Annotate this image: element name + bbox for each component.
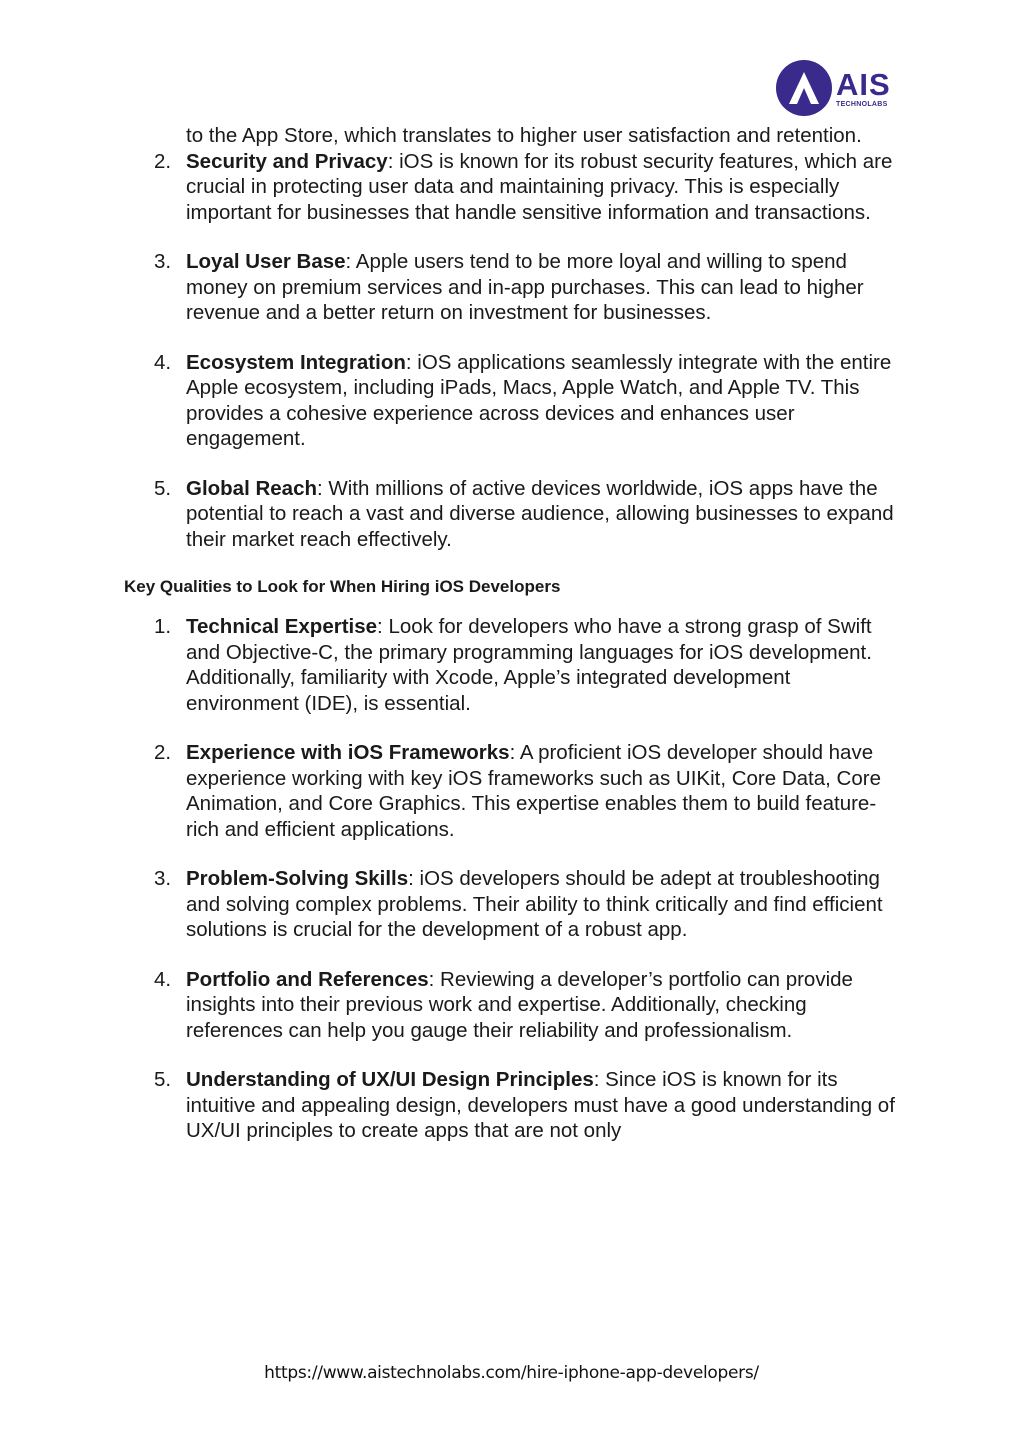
list-text: : With millions of active devices worldwide, iOS apps have the potential to reach a vast and diverse audience, allowing businesses to expand their market reach effectively. xyxy=(186,476,894,551)
list-item xyxy=(154,614,902,716)
list-number: 4. xyxy=(154,967,172,991)
list-term: Portfolio and References xyxy=(186,967,429,991)
list-term: Understanding of UX/UI Design Principles xyxy=(186,1068,594,1091)
list-number: 3. xyxy=(154,250,172,273)
list-text: : Apple users tend to be more loyal and willing to spend money on premium services and in-app purchases. This can lead to higher revenue and a better return on investment for businesses. xyxy=(186,250,864,324)
list-item xyxy=(154,249,902,326)
list-number: 5. xyxy=(154,476,172,500)
list-text: : iOS developers should be adept at troubleshooting and solving complex problems. Their ability to think critically and find efficient solutions is crucial for the development of a robust app. xyxy=(186,867,883,941)
list-term: Problem-Solving Skills xyxy=(186,867,409,890)
logo-text xyxy=(836,66,891,108)
list-term: Loyal User Base xyxy=(186,250,346,273)
list-text: : iOS is known for its robust security features, which are crucial in protecting user data and maintaining privacy. This is especially important for businesses that handle sensitive information and transactions. xyxy=(186,149,893,224)
list-text: : Reviewing a developer’s portfolio can provide insights into their previous work and expertise. Additionally, checking references can help you gauge their reliability and professionalism. xyxy=(186,967,853,1042)
list-item xyxy=(154,476,902,553)
list-number: 2. xyxy=(154,741,172,764)
list-text: : Look for developers who have a strong grasp of Swift and Objective-C, the primary programming languages for iOS development. Additionally, familiarity with Xcode, Apple’s integrated development environment (IDE), is essential. xyxy=(186,615,872,715)
list-number: 4. xyxy=(154,350,172,374)
logo-wordmark: AIS xyxy=(836,66,891,102)
list-item xyxy=(154,350,902,452)
list-term: Ecosystem Integration xyxy=(186,350,406,374)
list-item xyxy=(154,1067,902,1144)
developer-qualities-list xyxy=(0,614,1023,1144)
list-item xyxy=(154,740,902,842)
brand-logo xyxy=(776,60,891,116)
logo-a-icon xyxy=(776,60,832,116)
logo-a-glyph xyxy=(784,68,824,108)
list-number: 2. xyxy=(154,149,172,173)
list-item xyxy=(154,967,902,1044)
list-text: : Since iOS is known for its intuitive and appealing design, developers must have a good understanding of UX/UI principles to create apps that are not only xyxy=(186,1068,895,1142)
document-body xyxy=(0,123,1023,1144)
section-heading: Key Qualities to Look for When Hiring iOS Developers xyxy=(124,577,561,596)
continuation-paragraph: to the App Store, which translates to higher user satisfaction and retention. xyxy=(186,124,862,147)
list-term: Global Reach xyxy=(186,476,318,500)
list-item xyxy=(154,866,902,943)
ios-benefits-list xyxy=(0,149,1023,553)
list-number: 1. xyxy=(154,615,172,638)
list-number: 3. xyxy=(154,867,172,890)
logo-subtitle: TECHNOLABS xyxy=(836,100,888,108)
list-number: 5. xyxy=(154,1068,172,1091)
list-term: Experience with iOS Frameworks xyxy=(186,741,510,764)
list-text: : A proficient iOS developer should have experience working with key iOS frameworks such as UIKit, Core Data, Core Animation, and Core Graphics. This expertise enables them to build feature-rich and efficient applications. xyxy=(186,741,881,841)
list-text: : iOS applications seamlessly integrate with the entire Apple ecosystem, including iPads, Macs, Apple Watch, and Apple TV. This provides a cohesive experience across devices and enhances user engagement. xyxy=(186,350,892,450)
footer-url: https://www.aistechnolabs.com/hire-iphone-app-developers/ xyxy=(264,1363,759,1383)
list-item xyxy=(154,149,902,226)
list-term: Security and Privacy xyxy=(186,149,388,173)
list-term: Technical Expertise xyxy=(186,615,378,638)
